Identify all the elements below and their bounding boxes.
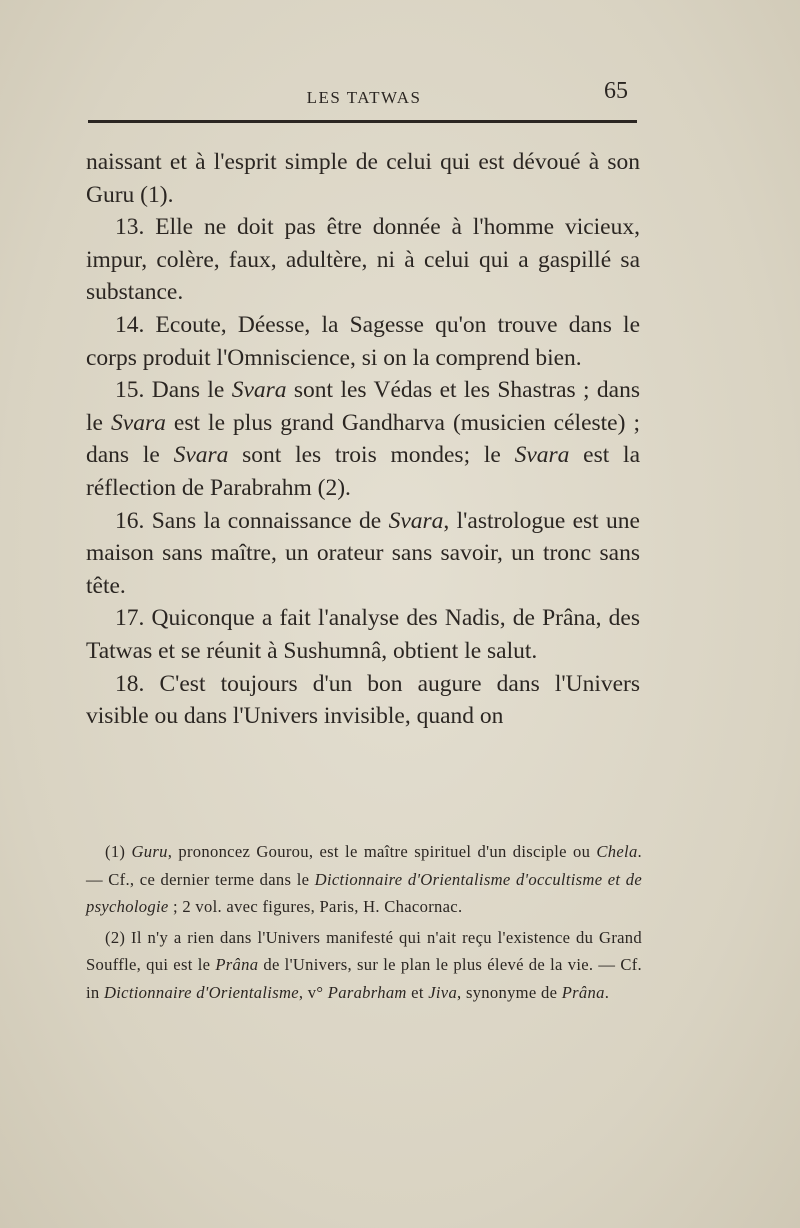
paragraph-17: 17. Quiconque a fait l'analyse des Nadis, de Prâna, des Tatwas et se réunit à Sushumnâ, obtient le salut. <box>86 605 640 664</box>
footnote-1: (1) Guru, prononcez Gourou, est le maître spirituel d'un disciple ou Chela. — Cf., ce dernier terme dans le Dictionnaire d'Orientalisme d'occultisme et de psychologie ; 2 vol. avec figures, Paris, H. Chacornac. <box>86 842 642 916</box>
paragraph-18: 18. C'est toujours d'un bon augure dans l'Univers visible ou dans l'Univers invisible, quand on <box>86 670 640 730</box>
page-header <box>88 78 640 112</box>
header-rule <box>88 120 637 123</box>
running-title: LES TATWAS <box>306 88 422 107</box>
paragraph-13: 13. Elle ne doit pas être donnée à l'homme vicieux, impur, colère, faux, adultère, ni à celui qui a gaspillé sa substance. <box>86 214 640 306</box>
page-number: 65 <box>604 78 628 104</box>
body-text <box>86 146 640 733</box>
footnotes <box>86 838 642 1006</box>
paragraph-continuation: naissant et à l'esprit simple de celui qui est dévoué à son Guru (1). <box>86 149 640 208</box>
paragraph-15: 15. Dans le Svara sont les Védas et les Shastras ; dans le Svara est le plus grand Gandharva (musicien céleste) ; dans le Svara sont les trois mondes; le Svara est la réflection de Parabrahm (2). <box>86 377 640 501</box>
paragraph-16: 16. Sans la connaissance de Svara, l'astrologue est une maison sans maître, un orateur sans savoir, un tronc sans tête. <box>86 507 640 599</box>
paragraph-14: 14. Ecoute, Déesse, la Sagesse qu'on trouve dans le corps produit l'Omniscience, si on la comprend bien. <box>86 311 640 371</box>
footnote-2: (2) Il n'y a rien dans l'Univers manifesté qui n'ait reçu l'existence du Grand Souffle, qui est le Prâna de l'Univers, sur le plan le plus élevé de la vie. — Cf. in Dictionnaire d'Orientalisme, v° Parabrham et Jiva, synonyme de Prâna. <box>86 927 642 1002</box>
